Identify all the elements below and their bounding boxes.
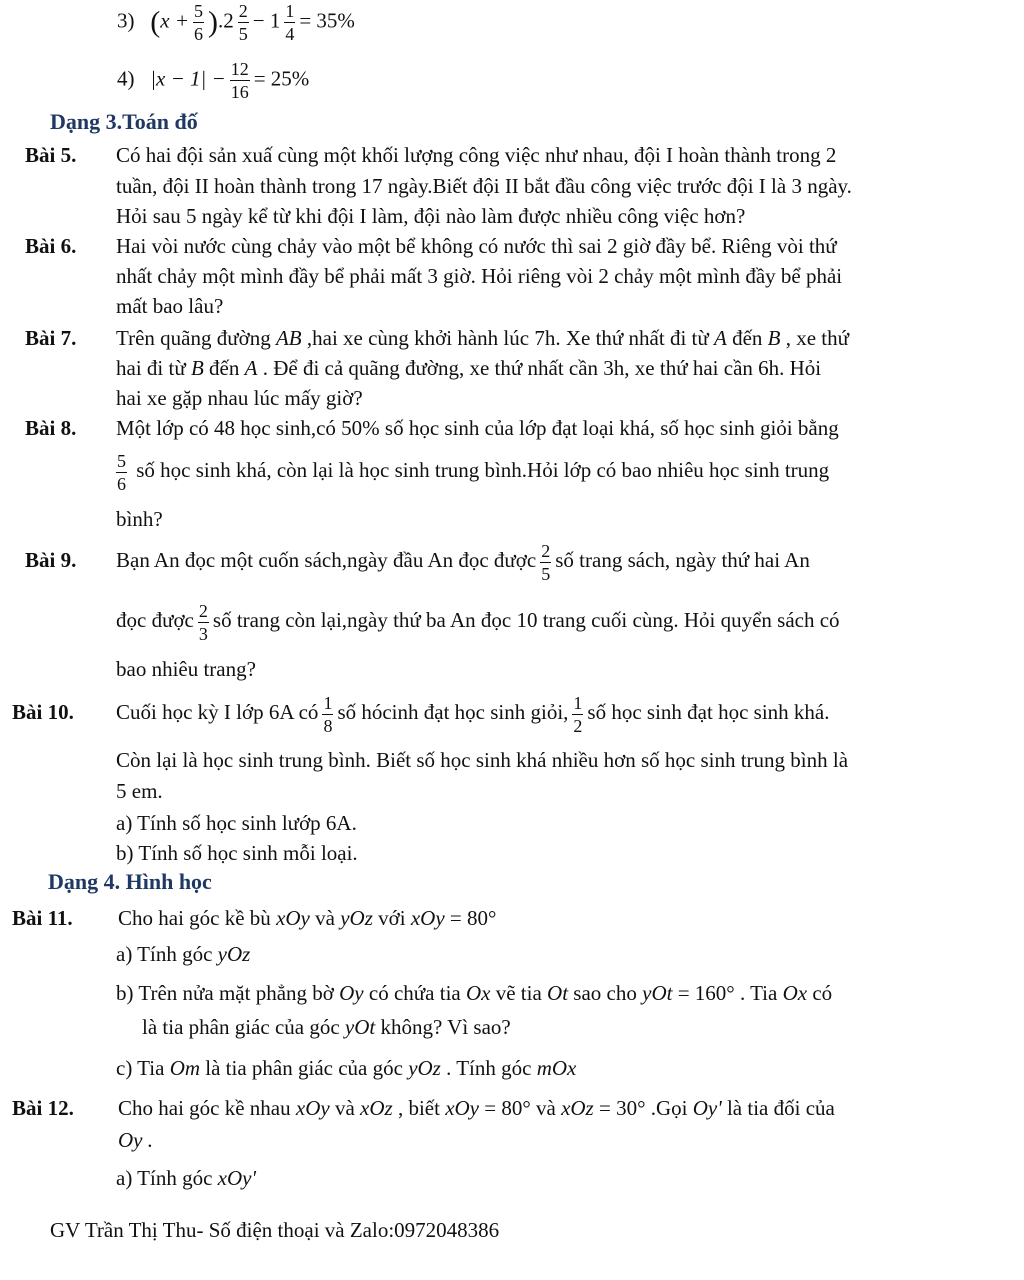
problem-8-text-line: bình? (116, 507, 163, 531)
problem-number-11: Bài 11. (12, 906, 73, 930)
section-heading-4: Dạng 4. Hình học (48, 869, 212, 894)
problem-10-text-line: Cuối học kỳ I lớp 6A có $\frac{1}{8}$ số hócinh đạt học sinh giỏi, $\frac{1}{2}$ số học sinh đạt học sinh khá. (116, 692, 830, 736)
problem-11-subitem-c: c) Tia Om là tia phân giác của góc yOz . Tính góc mOx (116, 1056, 577, 1080)
problem-10-text-line: Còn lại là học sinh trung bình. Biết số học sinh khá nhiều hơn số học sinh trung bình là (116, 748, 849, 772)
fraction: $\frac{1}{2}$ (573, 692, 583, 736)
equation-label: 3) (117, 8, 135, 33)
problem-11-subitem-a: a) Tính góc yOz (116, 942, 251, 966)
problem-12-text-line: Oy . (118, 1128, 153, 1152)
problem-8-text-line: Một lớp có 48 học sinh,có 50% số học sinh của lớp đạt loại khá, số học sinh giỏi bằng (116, 416, 839, 440)
problem-number-10: Bài 10. (12, 700, 74, 724)
problem-12-text-line: Cho hai góc kề nhau xOy và xOz , biết xOy = 80° và xOz = 30° .Gọi Oy' là tia đối của (118, 1096, 835, 1120)
problem-10-subitem-a: a) Tính số học sinh lướp 6A. (116, 811, 357, 835)
fraction: $\frac{1}{8}$ (323, 692, 333, 736)
problem-9-text-line: bao nhiêu trang? (116, 657, 256, 681)
problem-7-text-line: hai đi từ B đến A . Để đi cả quãng đường, xe thứ nhất cần 3h, xe thứ hai cần 6h. Hỏi (116, 356, 822, 380)
problem-7-text-line: Trên quãng đường AB ,hai xe cùng khởi hành lúc 7h. Xe thứ nhất đi từ A đến B , xe thứ (116, 326, 850, 350)
problem-9-text-line: Bạn An đọc một cuốn sách,ngày đầu An đọc được $\frac{2}{5}$ số trang sách, ngày thứ hai An (116, 540, 810, 584)
problem-10-subitem-b: b) Tính số học sinh mỗi loại. (116, 841, 358, 865)
problem-number-7: Bài 7. (25, 326, 77, 350)
problem-6-text-line: Hai vòi nước cùng chảy vào một bể không có nước thì sai 2 giờ đầy bể. Riêng vòi thứ (116, 234, 837, 258)
problem-8-text-line: $\frac{5}{6}$ số học sinh khá, còn lại là học sinh trung bình.Hỏi lớp có bao nhiêu học sinh trung (117, 450, 830, 494)
fraction: $\frac{5}{6}$ (117, 450, 126, 494)
fraction: $\frac{1}{4}$ (285, 1, 295, 44)
equation-4: 4) |x − 1| − $\frac{12}{16}$ = 25% (117, 59, 310, 102)
problem-6-text-line: mất bao lâu? (116, 294, 224, 318)
problem-number-9: Bài 9. (25, 548, 77, 572)
problem-5-text-line: tuần, đội II hoàn thành trong 17 ngày.Biết đội II bắt đầu công việc trước đội I là 3 ngày. (116, 174, 852, 198)
problem-10-text-line: 5 em. (116, 779, 163, 803)
problem-7-text-line: hai xe gặp nhau lúc mấy giờ? (116, 386, 363, 410)
problem-number-6: Bài 6. (25, 234, 77, 258)
equation-3: 3) (x + $\frac{5}{6}$ ).2 $\frac{2}{5}$ − 1 $\frac{1}{4}$ = 35% (117, 1, 355, 44)
problem-11-subitem-b: b) Trên nửa mặt phẳng bờ Oy có chứa tia Ox vẽ tia Ot sao cho yOt = 160° . Tia Ox có (116, 981, 833, 1005)
problem-number-5: Bài 5. (25, 143, 77, 167)
problem-11-text-line: Cho hai góc kề bù xOy và yOz với xOy = 80° (118, 906, 497, 930)
fraction: $\frac{2}{5}$ (238, 1, 248, 44)
section-heading-3: Dạng 3.Toán đố (50, 109, 198, 134)
fraction: $\frac{5}{6}$ (194, 1, 203, 44)
equation-label: 4) (117, 66, 135, 91)
fraction: $\frac{2}{3}$ (198, 600, 208, 644)
problem-6-text-line: nhất chảy một mình đầy bể phải mất 3 giờ. Hỏi riêng vòi 2 chảy một mình đầy bể phải (116, 264, 843, 288)
problem-5-text-line: Có hai đội sản xuấ cùng một khối lượng công việc như nhau, đội I hoàn thành trong 2 (116, 143, 837, 167)
problem-number-12: Bài 12. (12, 1096, 74, 1120)
problem-9-text-line: đọc được $\frac{2}{3}$ số trang còn lại,ngày thứ ba An đọc 10 trang cuối cùng. Hỏi quyển sách có (116, 600, 840, 644)
footer-contact: GV Trần Thị Thu- Số điện thoại và Zalo:0972048386 (50, 1218, 500, 1242)
fraction: $\frac{12}{16}$ (230, 59, 249, 102)
problem-12-subitem-a: a) Tính góc xOy' (116, 1166, 256, 1190)
problem-11-subitem-b-cont: là tia phân giác của góc yOt không? Vì sao? (142, 1015, 511, 1039)
fraction: $\frac{2}{5}$ (541, 540, 551, 584)
problem-number-8: Bài 8. (25, 416, 77, 440)
problem-5-text-line: Hỏi sau 5 ngày kể từ khi đội I làm, đội nào làm được nhiều công việc hơn? (116, 204, 746, 228)
